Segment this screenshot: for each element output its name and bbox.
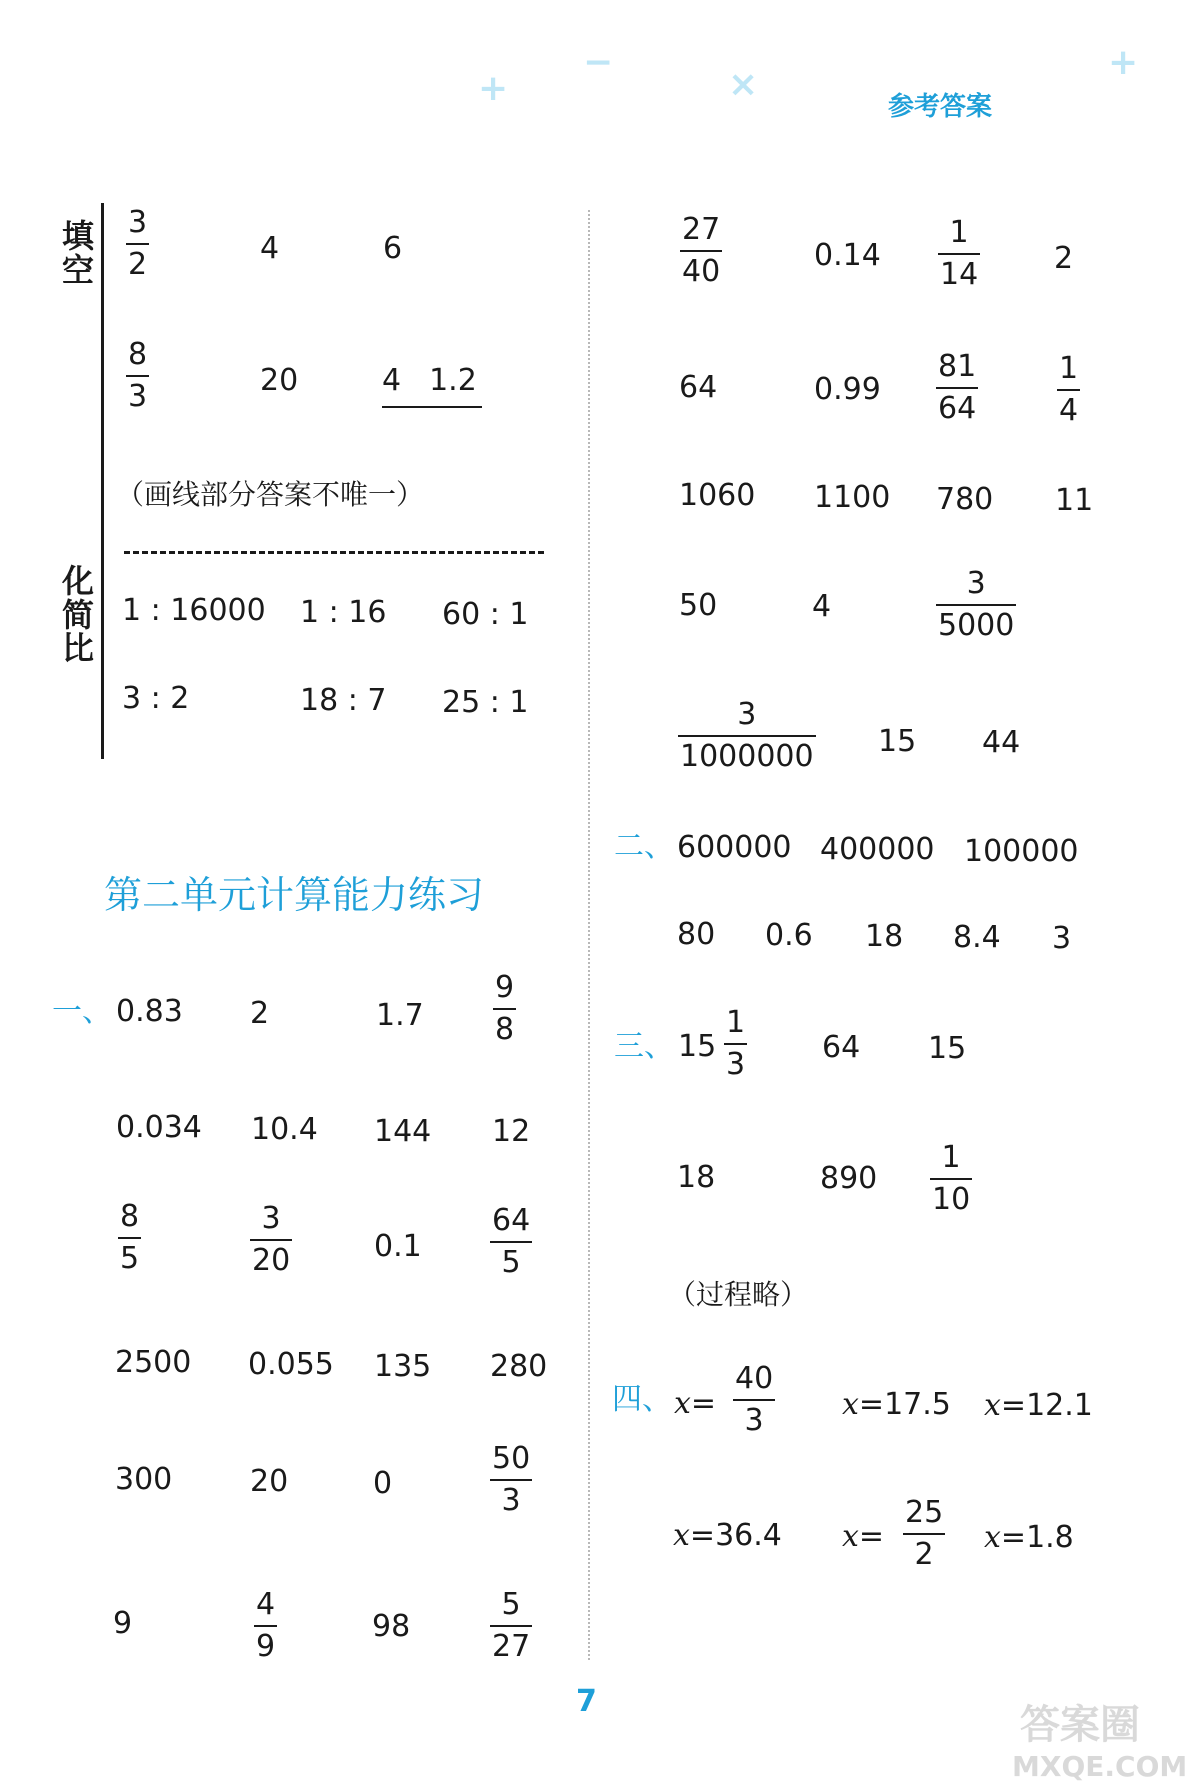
answer: 280 (490, 1349, 548, 1384)
equation: x=1.8 (984, 1520, 1074, 1555)
underlined-answer: 4 1.2 (382, 366, 482, 408)
answer: 98 (372, 1609, 411, 1644)
process-note: （过程略） (668, 1278, 809, 1311)
minus-icon: − (583, 42, 614, 83)
answer: 12 (492, 1114, 531, 1149)
fraction: 8 5 (120, 1199, 140, 1276)
answer: 1100 (814, 480, 891, 515)
fraction: 3 5000 (938, 566, 1015, 643)
answer: 15 (928, 1031, 967, 1066)
answer: 0.99 (814, 372, 881, 407)
answer: 9 (113, 1606, 133, 1641)
answer: 0.034 (116, 1110, 202, 1145)
fraction: 8 3 (128, 337, 148, 414)
answer: 18 (677, 1160, 716, 1195)
answer: 1060 (679, 478, 756, 513)
answer: 780 (936, 482, 994, 517)
equation: x= (842, 1519, 885, 1554)
answer: 2500 (115, 1345, 192, 1380)
fraction: 1 14 (940, 215, 979, 292)
answer: 6 (383, 231, 403, 266)
answer: 18 (865, 919, 904, 954)
answer: 11 (1055, 483, 1094, 518)
answer: 64 (822, 1030, 861, 1065)
ratio-answer: 18 : 7 (300, 683, 387, 718)
answer: 15 (878, 724, 917, 759)
fraction: 1 3 (726, 1005, 746, 1082)
answer: 44 (982, 725, 1021, 760)
answer: 400000 (820, 832, 935, 867)
fill-note: （画线部分答案不唯一） (116, 478, 425, 511)
fraction: 1 4 (1059, 351, 1079, 428)
page-number: 7 (576, 1684, 597, 1719)
answer: 2 (250, 996, 270, 1031)
equation: x=17.5 (842, 1387, 951, 1422)
question-marker: 四、 (612, 1382, 672, 1417)
answer: 600000 (677, 830, 792, 865)
fraction: 64 5 (492, 1203, 531, 1280)
fraction: 25 2 (905, 1495, 944, 1572)
fraction: 50 3 (492, 1441, 531, 1518)
answer: 1.7 (376, 998, 424, 1033)
ratio-answer: 1 : 16 (300, 595, 387, 630)
answer: 80 (677, 917, 716, 952)
answer: 135 (374, 1349, 432, 1384)
fraction: 5 27 (492, 1587, 531, 1664)
ratio-answer: 1 : 16000 (122, 593, 266, 628)
answer: 4 (812, 589, 832, 624)
left-vertical-rule (101, 203, 104, 759)
watermark-logo: 答案圈 (1020, 1702, 1140, 1748)
ratio-answer: 3 : 2 (122, 681, 190, 716)
answer: 300 (115, 1462, 173, 1497)
header-title: 参考答案 (888, 92, 993, 122)
question-marker: 三、 (614, 1029, 674, 1064)
plus-icon: + (1108, 42, 1139, 83)
fraction: 4 9 (256, 1587, 276, 1664)
question-marker: 二、 (614, 829, 674, 864)
fill-blank-label: 填 空 (61, 217, 94, 289)
ratio-answer: 25 : 1 (442, 685, 529, 720)
answer: 890 (820, 1161, 878, 1196)
answer: 50 (679, 588, 718, 623)
dashed-divider (124, 551, 544, 554)
fraction: 3 1000000 (680, 697, 814, 774)
answer: 144 (374, 1114, 432, 1149)
answer: 8.4 (953, 920, 1001, 955)
answer: 4 (260, 231, 280, 266)
fraction: 3 20 (252, 1201, 291, 1278)
fraction: 27 40 (682, 212, 721, 289)
answer: 100000 (964, 834, 1079, 869)
answer: 2 (1054, 241, 1074, 276)
answer: 20 (260, 363, 299, 398)
answer: 3 (1052, 921, 1072, 956)
simplify-ratio-label: 化 简 比 (61, 562, 94, 668)
answer: 0.1 (374, 1229, 422, 1264)
answer: 0.6 (765, 918, 813, 953)
fraction: 81 64 (938, 349, 977, 426)
equation: x=12.1 (984, 1388, 1093, 1423)
equation: x= (674, 1386, 717, 1421)
equation: x=36.4 (673, 1518, 782, 1553)
answer: 0 (373, 1466, 393, 1501)
watermark-url: MXQE.COM (1012, 1750, 1188, 1783)
fraction: 1 10 (932, 1140, 971, 1217)
fraction: 9 8 (495, 970, 515, 1047)
answer: 0.055 (248, 1347, 334, 1382)
mixed-number-whole: 15 (678, 1029, 717, 1064)
plus-icon: + (478, 68, 509, 109)
answer: 20 (250, 1464, 289, 1499)
answer: 0.14 (814, 238, 881, 273)
question-marker: 一、 (52, 994, 112, 1029)
section-title: 第二单元计算能力练习 (104, 873, 485, 917)
answer: 10.4 (251, 1112, 318, 1147)
ratio-answer: 60 : 1 (442, 597, 529, 632)
column-divider (588, 210, 590, 1660)
answer: 0.83 (116, 994, 183, 1029)
fraction: 3 2 (128, 205, 148, 282)
fraction: 40 3 (735, 1361, 774, 1438)
answer: 64 (679, 370, 718, 405)
times-icon: × (728, 64, 759, 105)
